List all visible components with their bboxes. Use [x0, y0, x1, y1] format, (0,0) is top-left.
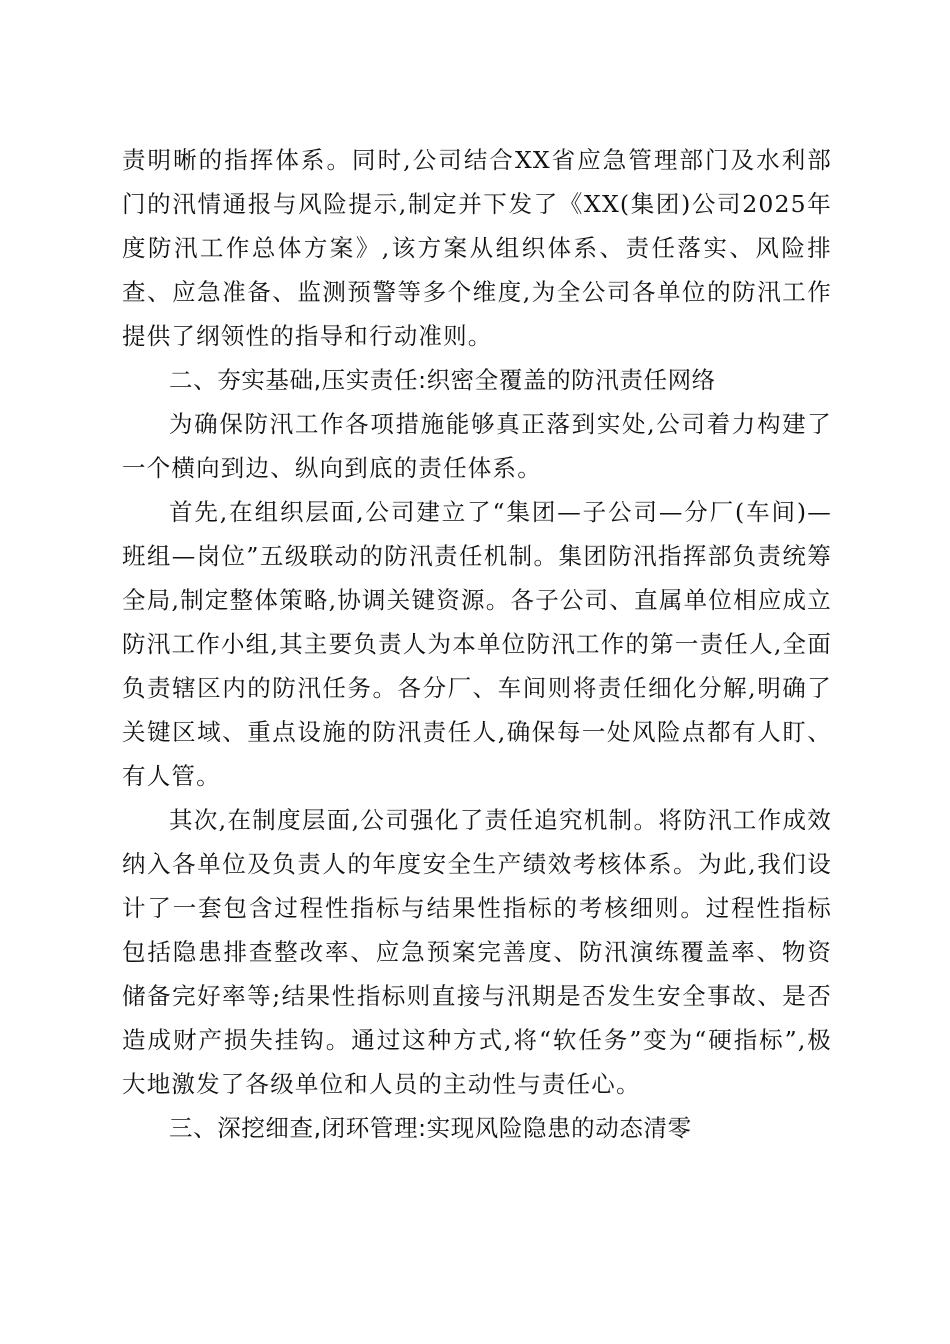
- section-heading-two: 二、夯实基础,压实责任:织密全覆盖的防汛责任网络: [169, 366, 716, 394]
- section-heading-three: 三、深挖细查,闭环管理:实现风险隐患的动态清零: [169, 1114, 692, 1142]
- document-body: [122, 138, 832, 1150]
- paragraph-organization: 首先,在组织层面,公司建立了“集团—子公司—分厂(车间)—班组—岗位”五级联动的防汛责任机制。集团防汛指挥部负责统筹全局,制定整体策略,协调关键资源。各子公司、直属单位相应成立防汛工作小组,其主要负责人为本单位防汛工作的第一责任人,全面负责辖区内的防汛任务。各分厂、车间则将责任细化分解,明确了关键区域、重点设施的防汛责任人,确保每一处风险点都有人盯、有人管。: [122, 498, 832, 790]
- paragraph-system: 其次,在制度层面,公司强化了责任追究机制。将防汛工作成效纳入各单位及负责人的年度安全生产绩效考核体系。为此,我们设计了一套包含过程性指标与结果性指标的考核细则。过程性指标包括隐患排查整改率、应急预案完善度、防汛演练覆盖率、物资储备完好率等;结果性指标则直接与汛期是否发生安全事故、是否造成财产损失挂钩。通过这种方式,将“软任务”变为“硬指标”,极大地激发了各级单位和人员的主动性与责任心。: [122, 806, 832, 1098]
- paragraph-continuation: 责明晰的指挥体系。同时,公司结合XX省应急管理部门及水利部门的汛情通报与风险提示,制定并下发了《XX(集团)公司2025年度防汛工作总体方案》,该方案从组织体系、责任落实、风险排查、应急准备、监测预警等多个维度,为全公司各单位的防汛工作提供了纲领性的指导和行动准则。: [122, 146, 832, 350]
- paragraph-intro: 为确保防汛工作各项措施能够真正落到实处,公司着力构建了一个横向到边、纵向到底的责任体系。: [122, 410, 832, 482]
